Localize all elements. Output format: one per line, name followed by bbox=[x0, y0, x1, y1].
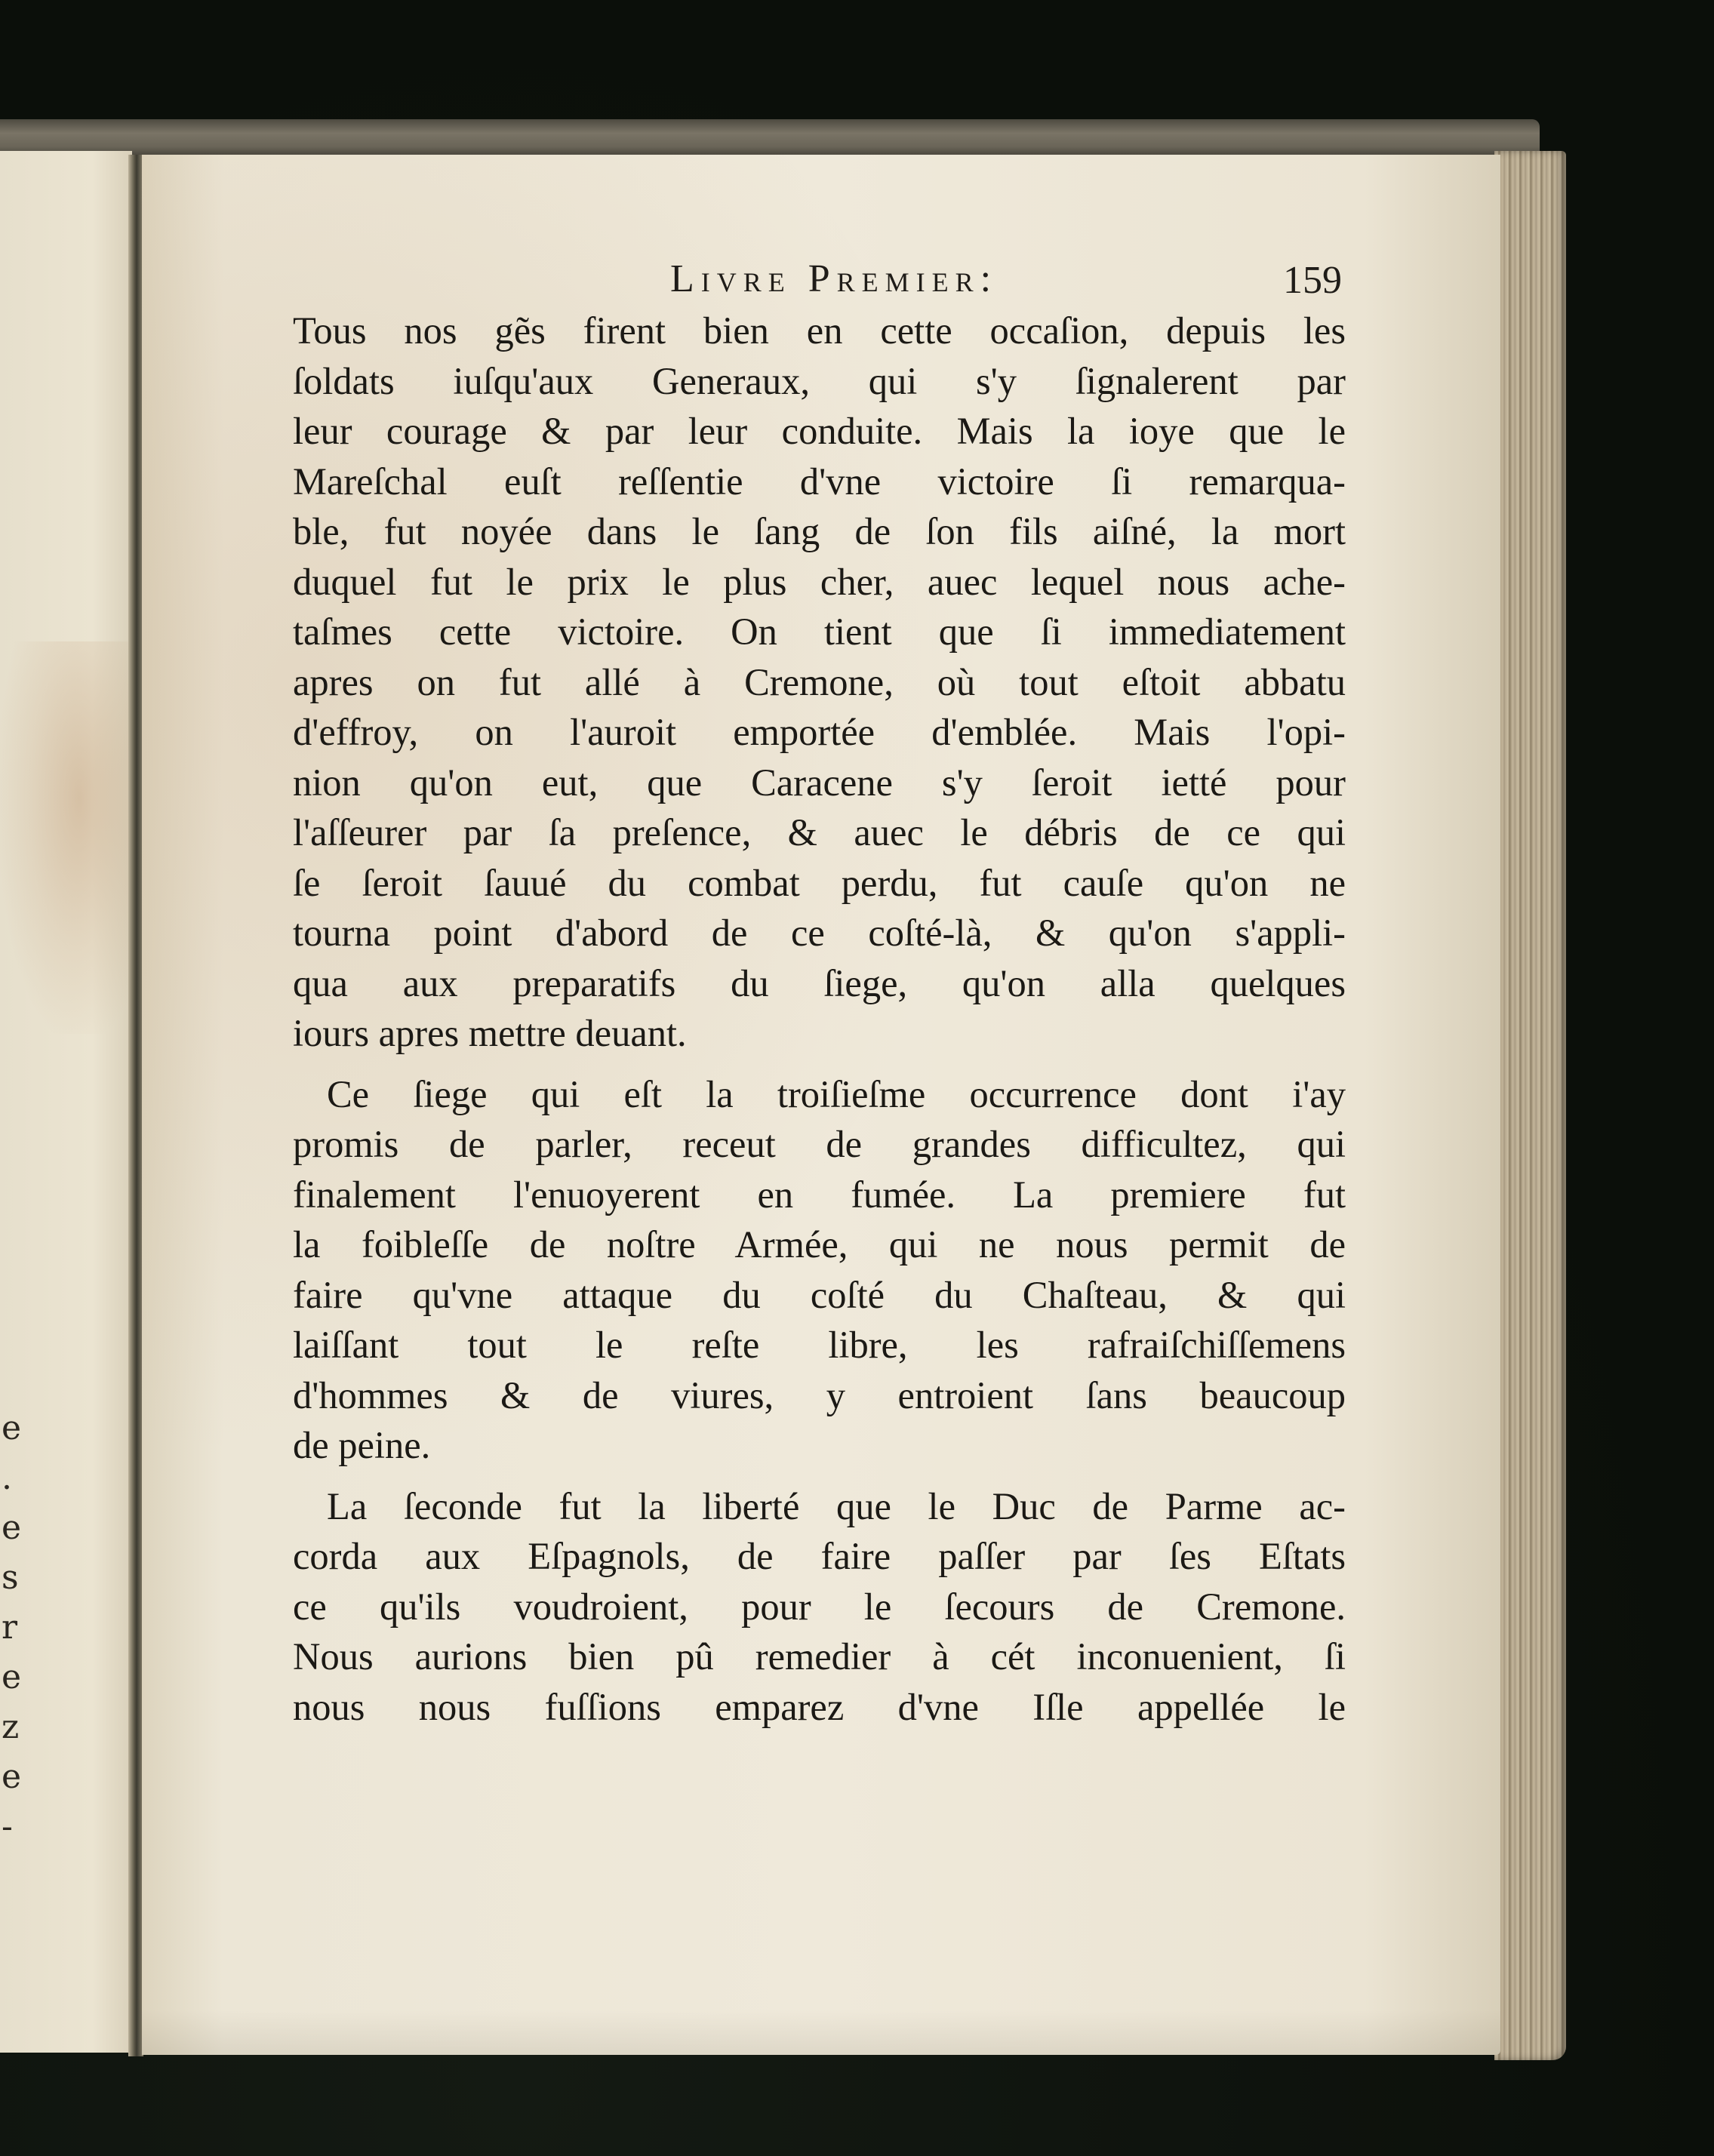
text-line: qua aux preparatifs du ſiege, qu'on alla quelques bbox=[293, 961, 1346, 1004]
book-page bbox=[142, 155, 1500, 2055]
body-text bbox=[293, 306, 1346, 1732]
text-line: leur courage & par leur conduite. Mais la ioye que le bbox=[293, 410, 1346, 452]
text-line: de peine. bbox=[293, 1424, 431, 1466]
text-line: d'effroy, on l'auroit emportée d'emblée. Mais l'opi- bbox=[293, 711, 1346, 753]
left-facing-page bbox=[0, 151, 132, 2053]
text-line: nous nous fuſſions emparez d'vne Iſle appellée le bbox=[293, 1685, 1346, 1728]
paragraph-gap bbox=[293, 1059, 1346, 1069]
text-line: nion qu'on eut, que Caracene s'y ſeroit ietté pour bbox=[293, 761, 1346, 804]
text-line: ble, fut noyée dans le ſang de ſon fils aiſné, la mort bbox=[293, 510, 1346, 552]
text-line: laiſſant tout le reſte libre, les rafraiſchiſſemens bbox=[293, 1324, 1346, 1366]
book-gutter bbox=[128, 155, 143, 2056]
paragraph bbox=[293, 1481, 1346, 1733]
text-line: d'hommes & de viures, y entroient ſans beaucoup bbox=[293, 1373, 1346, 1416]
left-page-text-fragments bbox=[2, 1404, 22, 1852]
text-line: ſoldats iuſqu'aux Generaux, qui s'y ſignalerent par bbox=[293, 359, 1346, 402]
text-line: Nous aurions bien pû remedier à cét inconuenient, ſi bbox=[293, 1635, 1346, 1678]
text-line: ſe ſeroit ſauué du combat perdu, fut cauſe qu'on ne bbox=[293, 861, 1346, 904]
text-line: duquel fut le prix le plus cher, auec lequel nous ache- bbox=[293, 560, 1346, 603]
text-line: taſmes cette victoire. On tient que ſi immediatement bbox=[293, 611, 1346, 653]
left-text-fragment: e bbox=[2, 1758, 22, 1796]
text-line: finalement l'enuoyerent en fumée. La premiere fut bbox=[293, 1173, 1346, 1216]
left-text-fragment: s bbox=[2, 1558, 19, 1597]
text-line: iours apres mettre deuant. bbox=[293, 1012, 687, 1054]
text-line: faire qu'vne attaque du coſté du Chaſteau, & qui bbox=[293, 1273, 1346, 1316]
running-head bbox=[670, 257, 1425, 309]
left-text-fragment: . bbox=[2, 1459, 12, 1497]
left-text-fragment: - bbox=[2, 1807, 13, 1846]
text-line: La ſeconde fut la liberté que le Duc de Parme ac- bbox=[327, 1484, 1346, 1527]
text-line: corda aux Eſpagnols, de faire paſſer par ſes Eſtats bbox=[293, 1535, 1346, 1577]
text-line: Mareſchal euſt reſſentie d'vne victoire ſi remarqua- bbox=[293, 460, 1346, 503]
text-line: apres on fut allé à Cremone, où tout eſtoit abbatu bbox=[293, 660, 1346, 703]
paragraph bbox=[293, 1069, 1346, 1471]
running-head-title: Livre Premier: bbox=[670, 257, 999, 300]
text-line: promis de parler, receut de grandes difficultez, qui bbox=[293, 1123, 1346, 1165]
page-number: 159 bbox=[1283, 259, 1342, 302]
left-text-fragment: z bbox=[2, 1708, 20, 1746]
text-line: l'aſſeurer par ſa preſence, & auec le débris de ce qui bbox=[293, 811, 1346, 853]
paragraph-gap bbox=[293, 1471, 1346, 1481]
left-text-fragment: e bbox=[2, 1409, 22, 1447]
left-text-fragment: r bbox=[2, 1608, 18, 1647]
left-text-fragment: e bbox=[2, 1658, 22, 1696]
text-line: tourna point d'abord de ce coſté-là, & qu'on s'appli- bbox=[293, 912, 1346, 954]
text-line: ce qu'ils voudroient, pour le ſecours de Cremone. bbox=[293, 1585, 1346, 1628]
text-line: Tous nos gẽs firent bien en cette occaſion, depuis les bbox=[293, 309, 1346, 352]
paragraph bbox=[293, 306, 1346, 1059]
text-line: Ce ſiege qui eſt la troiſieſme occurrence dont i'ay bbox=[327, 1072, 1346, 1115]
text-line: la foibleſſe de noſtre Armée, qui ne nous permit de bbox=[293, 1223, 1346, 1266]
binding-head-edge bbox=[0, 119, 1540, 158]
page-fore-edge bbox=[1494, 151, 1566, 2060]
left-text-fragment: e bbox=[2, 1509, 22, 1547]
water-stain bbox=[0, 641, 132, 1034]
